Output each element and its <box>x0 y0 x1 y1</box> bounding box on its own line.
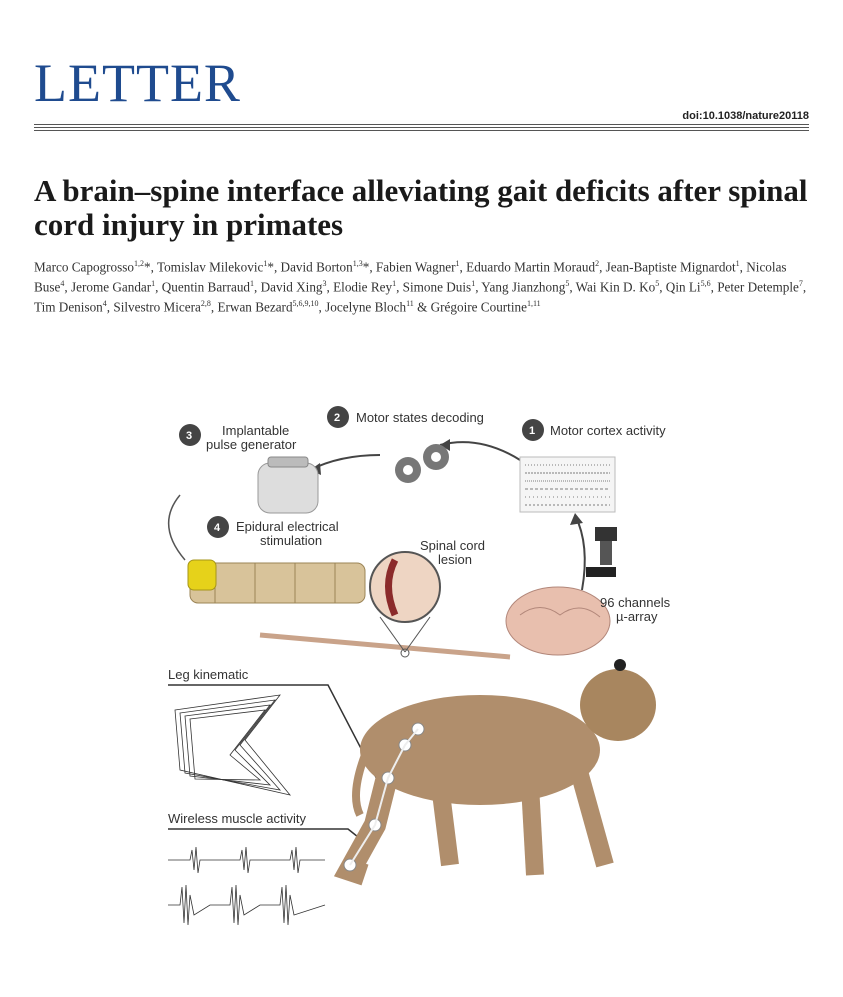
author-separator: , <box>64 279 71 295</box>
author-separator: , <box>318 299 326 315</box>
author-name: Elodie Rey <box>333 279 393 295</box>
author-separator: , <box>155 279 162 295</box>
author-separator: & <box>413 299 431 315</box>
step-4-label-line1: Epidural electrical <box>236 519 339 534</box>
author-name: Eduardo Martin Moraud <box>466 259 596 275</box>
author-affiliation: 1 <box>263 259 268 268</box>
author-separator: , <box>475 279 482 295</box>
pulse-generator-icon <box>258 457 318 513</box>
author-affiliation: 2 <box>595 259 600 268</box>
author-affiliation: 1 <box>392 278 397 288</box>
author-affiliation: 1 <box>455 259 460 268</box>
arrow-array-to-cortex <box>575 515 585 590</box>
step-4-number: 4 <box>214 522 221 534</box>
author-name: Marco Capogrosso <box>34 259 134 275</box>
brain-illustration <box>506 587 610 655</box>
author-affiliation: 2,8 <box>200 298 211 308</box>
arrow-decoding-to-generator <box>310 455 380 470</box>
spinal-lesion-magnifier <box>370 552 440 657</box>
equal-contribution-mark: * <box>362 259 370 275</box>
author-name: Simone Duis <box>402 279 472 295</box>
author-name: Erwan Bezard <box>217 299 293 315</box>
spinal-lesion-label-line2: lesion <box>438 552 472 567</box>
author-affiliation: 5 <box>655 278 660 288</box>
author-separator: , <box>369 259 376 275</box>
author-affiliation: 5,6,9,10 <box>292 298 319 308</box>
section-label: LETTER <box>34 53 241 113</box>
author-separator: , <box>459 259 467 275</box>
author-name: Peter Detemple <box>717 279 799 295</box>
author-separator: , <box>739 259 747 275</box>
author-affiliation: 1 <box>735 259 740 268</box>
author-affiliation: 1,2 <box>134 259 144 268</box>
author-separator: , <box>396 279 403 295</box>
author-affiliation: 1,11 <box>526 298 541 308</box>
lead-wire <box>169 495 185 560</box>
step-3-label-line2: pulse generator <box>206 437 297 452</box>
author-name: Yang Jianzhong <box>481 279 566 295</box>
author-list <box>34 256 814 316</box>
leg-kinematic-label: Leg kinematic <box>168 667 249 682</box>
equal-contribution-mark: * <box>144 259 151 275</box>
author-separator: , <box>254 279 261 295</box>
author-name: Nicolas Buse <box>34 259 787 295</box>
step-2-label: Motor states decoding <box>356 410 484 425</box>
author-name: Tomislav Milekovic <box>156 259 264 275</box>
author-separator: , <box>326 279 334 295</box>
author-separator: , <box>802 279 807 295</box>
author-name: Qin Li <box>665 279 701 295</box>
author-affiliation: 1 <box>471 278 476 288</box>
header-rules <box>34 124 809 133</box>
author-separator: , <box>210 299 218 315</box>
author-separator: , <box>659 279 666 295</box>
step-1-label: Motor cortex activity <box>550 423 666 438</box>
microelectrode-array-icon <box>586 527 617 577</box>
author-separator: , <box>150 259 157 275</box>
author-affiliation: 1 <box>250 278 255 288</box>
array-label-line2: µ-array <box>616 609 658 624</box>
leg-kinematic-plot <box>175 695 290 795</box>
author-name: Fabien Wagner <box>375 259 456 275</box>
author-name: Grégoire Courtine <box>430 299 527 315</box>
author-name: Silvestro Micera <box>113 299 201 315</box>
emg-trace-plot <box>168 847 325 925</box>
figure-brain-spine-interface <box>150 395 710 955</box>
array-label-line1: 96 channels <box>600 595 671 610</box>
monkey-illustration <box>344 659 656 875</box>
author-separator: , <box>710 279 718 295</box>
author-name: David Borton <box>280 259 353 275</box>
author-separator: , <box>599 259 606 275</box>
author-affiliation: 7 <box>798 278 803 288</box>
author-name: David Xing <box>260 279 323 295</box>
author-affiliation: 1 <box>151 278 156 288</box>
equal-contribution-mark: * <box>267 259 274 275</box>
step-1-number: 1 <box>529 425 536 437</box>
step-3-label-line1: Implantable <box>222 423 290 438</box>
author-name: Tim Denison <box>34 299 103 315</box>
author-name: Quentin Barraud <box>161 279 251 295</box>
spinal-lesion-label-line1: Spinal cord <box>420 538 486 553</box>
author-affiliation: 3 <box>322 278 327 288</box>
spine-illustration <box>188 560 510 657</box>
author-affiliation: 4 <box>102 298 107 308</box>
step-3-number: 3 <box>186 430 193 442</box>
author-affiliation: 5 <box>565 278 570 288</box>
author-name: Jocelyne Bloch <box>325 299 407 315</box>
author-separator: , <box>273 259 281 275</box>
author-affiliation: 5,6 <box>700 278 711 288</box>
step-2-number: 2 <box>334 412 341 424</box>
author-name: Jean-Baptiste Mignardot <box>605 259 736 275</box>
muscle-activity-label: Wireless muscle activity <box>168 811 306 826</box>
arrow-cortex-to-decoding <box>440 442 520 460</box>
author-affiliation: 1,3 <box>352 259 363 268</box>
doi[interactable]: doi:10.1038/nature20118 <box>682 110 809 122</box>
author-separator: , <box>569 279 576 295</box>
author-name: Wai Kin D. Ko <box>575 279 656 295</box>
raster-plot-icon <box>520 457 615 512</box>
step-4-label-line2: stimulation <box>260 533 323 548</box>
author-separator: , <box>106 299 114 315</box>
article-title: A brain–spine interface alleviating gait deficits after spinal cord injury in primates <box>34 173 808 242</box>
gears-icon <box>395 444 449 483</box>
author-affiliation: 4 <box>60 278 65 288</box>
author-name: Jerome Gandar <box>70 279 152 295</box>
author-affiliation: 11 <box>406 298 414 308</box>
